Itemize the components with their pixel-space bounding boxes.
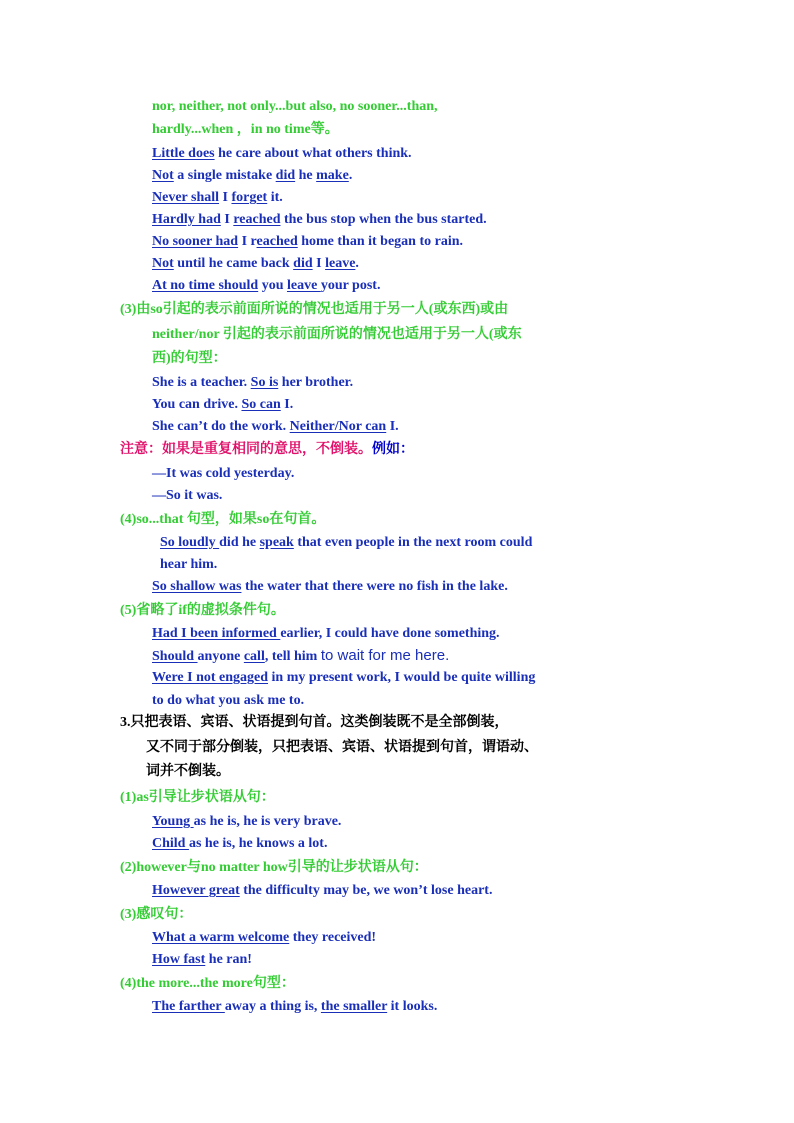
underlined-phrase: Young: [152, 814, 194, 829]
text-segment: a single mistake: [173, 168, 276, 183]
underlined-phrase: Should: [152, 649, 198, 664]
text-segment: it.: [267, 190, 283, 205]
text-segment: (: [428, 302, 434, 317]
text-line: [152, 396, 293, 414]
text-segment: 引导让步状语从句：: [148, 789, 275, 805]
text-line: [120, 974, 295, 993]
text-segment: (4)so...that: [120, 512, 187, 527]
text-segment: 与: [186, 859, 201, 875]
text-segment: 引导的让步状语从句：: [287, 859, 428, 875]
text-segment: they received!: [289, 930, 377, 945]
text-line: [152, 882, 492, 900]
text-segment: to do what you ask me to.: [152, 693, 305, 708]
text-segment: 注意：如果是重复相同的意思，不倒装。: [120, 441, 372, 457]
text-segment: I: [312, 256, 326, 271]
text-line: [152, 487, 222, 505]
text-segment: ): [475, 302, 481, 317]
text-line: [120, 858, 428, 877]
text-segment: (2)however: [120, 860, 187, 875]
text-segment: 的句型：: [170, 350, 227, 366]
text-segment: (3): [120, 907, 137, 922]
text-segment: 又不同于部分倒装，只把表语、宾语、状语提到句首，谓语动、: [146, 739, 538, 755]
underlined-phrase: So loudly: [160, 535, 220, 550]
text-line: [152, 625, 500, 643]
text-line: [152, 835, 327, 853]
text-segment: .: [348, 168, 353, 183]
text-line: [152, 998, 437, 1016]
text-segment: 等。: [310, 121, 339, 137]
text-line: [120, 440, 414, 459]
underlined-phrase: speak: [259, 535, 294, 550]
text-segment: I r: [238, 234, 257, 249]
text-segment: 例如：: [372, 441, 414, 457]
text-line: [152, 325, 522, 344]
text-line: [160, 534, 532, 552]
text-segment: You can drive.: [152, 397, 242, 412]
text-segment: .: [355, 256, 359, 271]
text-line: [146, 738, 538, 757]
text-segment: 词并不倒装。: [146, 763, 230, 779]
text-segment: her brother.: [278, 375, 354, 390]
text-segment: if: [178, 603, 187, 618]
text-line: [152, 669, 535, 687]
text-segment: as he is, he is very brave.: [193, 814, 342, 829]
underlined-phrase: So is: [250, 375, 279, 390]
text-segment: away a thing is,: [224, 999, 321, 1014]
text-segment: ): [166, 351, 171, 366]
underlined-phrase: leave: [286, 278, 321, 293]
text-segment: I: [219, 190, 232, 205]
text-line: [152, 211, 487, 229]
text-segment: nor, neither, not only...but also, no sooner...than,: [152, 99, 438, 114]
text-line: [120, 510, 325, 529]
text-segment: home than it began to rain.: [297, 234, 464, 249]
underlined-phrase: Not: [152, 168, 174, 183]
text-segment: he care about what others think.: [214, 146, 412, 161]
underlined-phrase: make: [316, 168, 349, 183]
text-segment: he: [295, 168, 317, 183]
text-segment: —So it was.: [152, 488, 223, 503]
text-segment: he ran!: [205, 952, 252, 967]
text-segment: 的虚拟条件句。: [186, 602, 285, 618]
text-line: [120, 300, 508, 319]
text-line: [152, 374, 353, 392]
text-segment: She can’t do the work.: [152, 419, 290, 434]
text-segment: anyone: [197, 649, 244, 664]
underlined-phrase: Little does: [152, 146, 215, 161]
text-segment: hear him.: [160, 557, 218, 572]
text-segment: that even people in the next room could: [293, 535, 533, 550]
underlined-phrase: did: [275, 168, 296, 183]
text-segment: 3.: [120, 715, 131, 730]
underlined-phrase: The farther: [152, 999, 225, 1014]
text-line: [120, 713, 509, 732]
text-line: [152, 277, 380, 295]
text-line: [152, 98, 438, 116]
text-segment: 或东西: [433, 301, 476, 317]
text-line: [152, 120, 339, 139]
text-segment: 西: [152, 350, 166, 366]
text-line: [152, 578, 508, 596]
text-segment: She is a teacher.: [152, 375, 251, 390]
text-segment: hardly...when ，in no time: [152, 122, 311, 137]
text-segment: 引起的表示前面所说的情况也适用于另一人: [162, 301, 429, 317]
text-segment: the bus stop when the bus started.: [280, 212, 487, 227]
text-segment: 感叹句：: [136, 906, 193, 922]
text-line: [120, 601, 285, 620]
text-line: [152, 418, 399, 436]
text-segment: in my present work, I would be quite willing: [268, 670, 536, 685]
text-segment: the difficulty may be, we won’t lose heart.: [239, 883, 493, 898]
text-segment: (1)as: [120, 790, 149, 805]
text-segment: did he: [219, 535, 260, 550]
underlined-phrase: What a warm welcome: [152, 930, 290, 945]
underlined-phrase: eached: [256, 234, 298, 249]
text-line: [152, 167, 352, 185]
text-segment: , tell him: [264, 649, 321, 664]
text-line: [160, 556, 217, 574]
underlined-phrase: did: [293, 256, 313, 271]
text-line: [152, 647, 449, 666]
text-line: [152, 951, 252, 969]
text-segment: 句型：: [252, 975, 295, 991]
underlined-phrase: forget: [231, 190, 268, 205]
text-line: [152, 692, 304, 710]
text-segment: 由: [136, 301, 151, 317]
text-segment: (4)the more...the more: [120, 976, 253, 991]
underlined-phrase: Hardly had: [152, 212, 221, 227]
underlined-phrase: Never shall: [152, 190, 220, 205]
underlined-phrase: the smaller: [320, 999, 388, 1014]
text-segment: 省略了: [136, 602, 179, 618]
text-segment: I.: [386, 419, 399, 434]
text-line: [152, 255, 359, 273]
text-segment: the water that there were no fish in the lake.: [241, 579, 508, 594]
text-segment: 在句首。: [269, 511, 326, 527]
underlined-phrase: However great: [152, 883, 240, 898]
underlined-phrase: reached: [233, 212, 281, 227]
underlined-phrase: At no time should: [152, 278, 259, 293]
underlined-phrase: Neither/Nor can: [289, 419, 387, 434]
text-line: [120, 788, 275, 807]
text-line: [152, 189, 283, 207]
text-segment: (: [488, 327, 494, 342]
text-segment: I.: [280, 397, 294, 412]
text-segment: to wait for me here.: [320, 647, 450, 664]
text-line: [120, 905, 192, 924]
text-segment: earlier, I could have done something.: [280, 626, 500, 641]
underlined-phrase: How fast: [152, 952, 206, 967]
text-segment: 或东: [493, 326, 522, 342]
underlined-phrase: Were I not engaged: [152, 670, 269, 685]
text-segment: 引起的表示前面所说的情况也适用于另一人: [222, 326, 489, 342]
text-line: [146, 762, 230, 781]
underlined-phrase: Had I been informed: [152, 626, 281, 641]
underlined-phrase: call: [243, 649, 265, 664]
text-segment: (5): [120, 603, 137, 618]
text-segment: no matter how: [200, 860, 288, 875]
underlined-phrase: No sooner had: [152, 234, 239, 249]
text-segment: —It was cold yesterday.: [152, 466, 295, 481]
text-line: [152, 813, 341, 831]
text-segment: 只把表语、宾语、状语提到句首。这类倒装既不是全部倒装，: [130, 714, 509, 730]
text-segment: (3): [120, 302, 137, 317]
underlined-phrase: leave: [325, 256, 356, 271]
text-line: [152, 929, 376, 947]
text-line: [152, 233, 463, 251]
underlined-phrase: So can: [241, 397, 281, 412]
text-segment: I: [220, 212, 234, 227]
text-segment: you: [258, 278, 287, 293]
text-segment: so: [150, 302, 163, 317]
text-segment: 句型，如果: [186, 511, 257, 527]
text-segment: your post.: [320, 278, 381, 293]
text-segment: 或由: [480, 301, 509, 317]
text-segment: until he came back: [173, 256, 294, 271]
text-segment: it looks.: [387, 999, 438, 1014]
text-line: [152, 465, 294, 483]
text-line: [152, 349, 227, 368]
underlined-phrase: Child: [152, 836, 189, 851]
text-line: [152, 145, 412, 163]
text-segment: as he is, he knows a lot.: [188, 836, 328, 851]
text-segment: neither/nor: [152, 327, 223, 342]
underlined-phrase: So shallow was: [152, 579, 242, 594]
text-segment: so: [256, 512, 270, 527]
underlined-phrase: Not: [152, 256, 174, 271]
